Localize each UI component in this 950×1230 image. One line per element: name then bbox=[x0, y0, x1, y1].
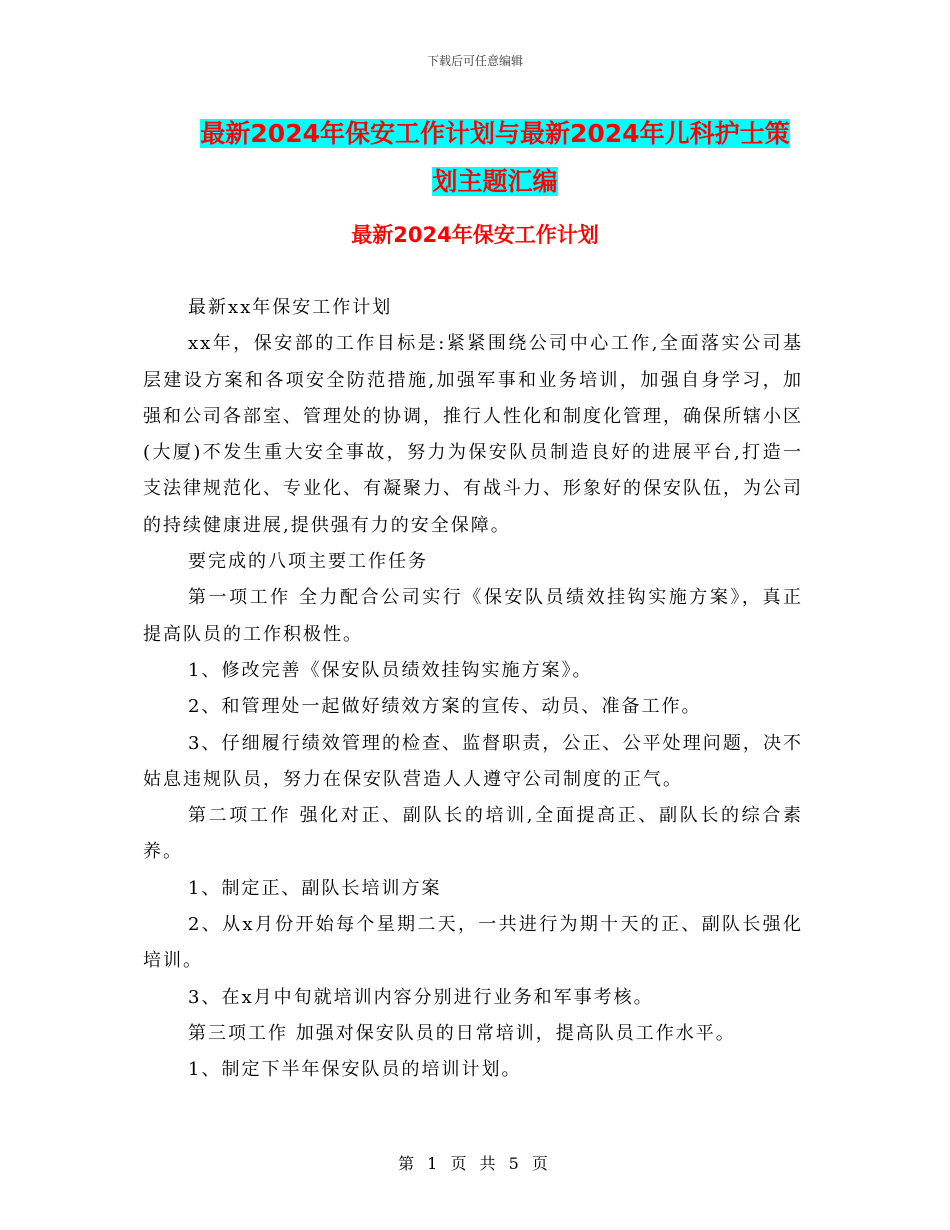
page-footer: 第 1 页 共 5 页 bbox=[398, 1154, 552, 1173]
document-title-line-2: 划主题汇编 bbox=[432, 167, 558, 196]
paragraph: xx年，保安部的工作目标是:紧紧围绕公司中心工作,全面落实公司基层建设方案和各项安全防范措施,加强军事和业务培训，加强自身学习，加强和公司各部室、管理处的协调，推行人性化和制度化管理，确保所辖小区(大厦)不发生重大安全事故，努力为保安队员制造良好的进展平台,打造一支法律规范化、专业化、有凝聚力、有战斗力、形象好的保安队伍，为公司的持续健康进展,提供强有力的安全保障。 bbox=[143, 333, 803, 536]
paragraph: 第三项工作 加强对保安队员的日常培训，提高队员工作水平。 bbox=[188, 1022, 736, 1044]
paragraph: 第二项工作 强化对正、副队长的培训,全面提高正、副队长的综合素养。 bbox=[143, 805, 803, 863]
paragraph: 1、修改完善《保安队员绩效挂钩实施方案》。 bbox=[188, 659, 593, 681]
section-heading: 最新2024年保安工作计划 bbox=[351, 223, 599, 247]
document-title-line-1: 最新2024年保安工作计划与最新2024年儿科护士策 bbox=[200, 119, 790, 148]
paragraph: 1、制定下半年保安队员的培训计划。 bbox=[188, 1059, 522, 1081]
paragraph: 2、和管理处一起做好绩效方案的宣传、动员、准备工作。 bbox=[188, 696, 702, 718]
paragraph: 3、仔细履行绩效管理的检查、监督职责，公正、公平处理问题，决不姑息违规队员，努力在保安队营造人人遵守公司制度的正气。 bbox=[143, 732, 803, 790]
paragraph: 第一项工作 全力配合公司实行《保安队员绩效挂钩实施方案》，真正提高队员的工作积极性。 bbox=[143, 587, 803, 645]
document-title bbox=[150, 110, 840, 206]
paragraph: 2、从x月份开始每个星期二天，一共进行为期十天的正、副队长强化培训。 bbox=[143, 914, 803, 972]
paragraph: 1、制定正、副队长培训方案 bbox=[188, 877, 442, 899]
paragraph: 最新xx年保安工作计划 bbox=[188, 297, 393, 318]
paragraph: 要完成的八项主要工作任务 bbox=[188, 551, 428, 573]
paragraph: 3、在x月中旬就培训内容分别进行业务和军事考核。 bbox=[188, 986, 654, 1008]
document-body bbox=[143, 290, 803, 1089]
page-header: 下载后可任意编辑 bbox=[426, 54, 523, 68]
